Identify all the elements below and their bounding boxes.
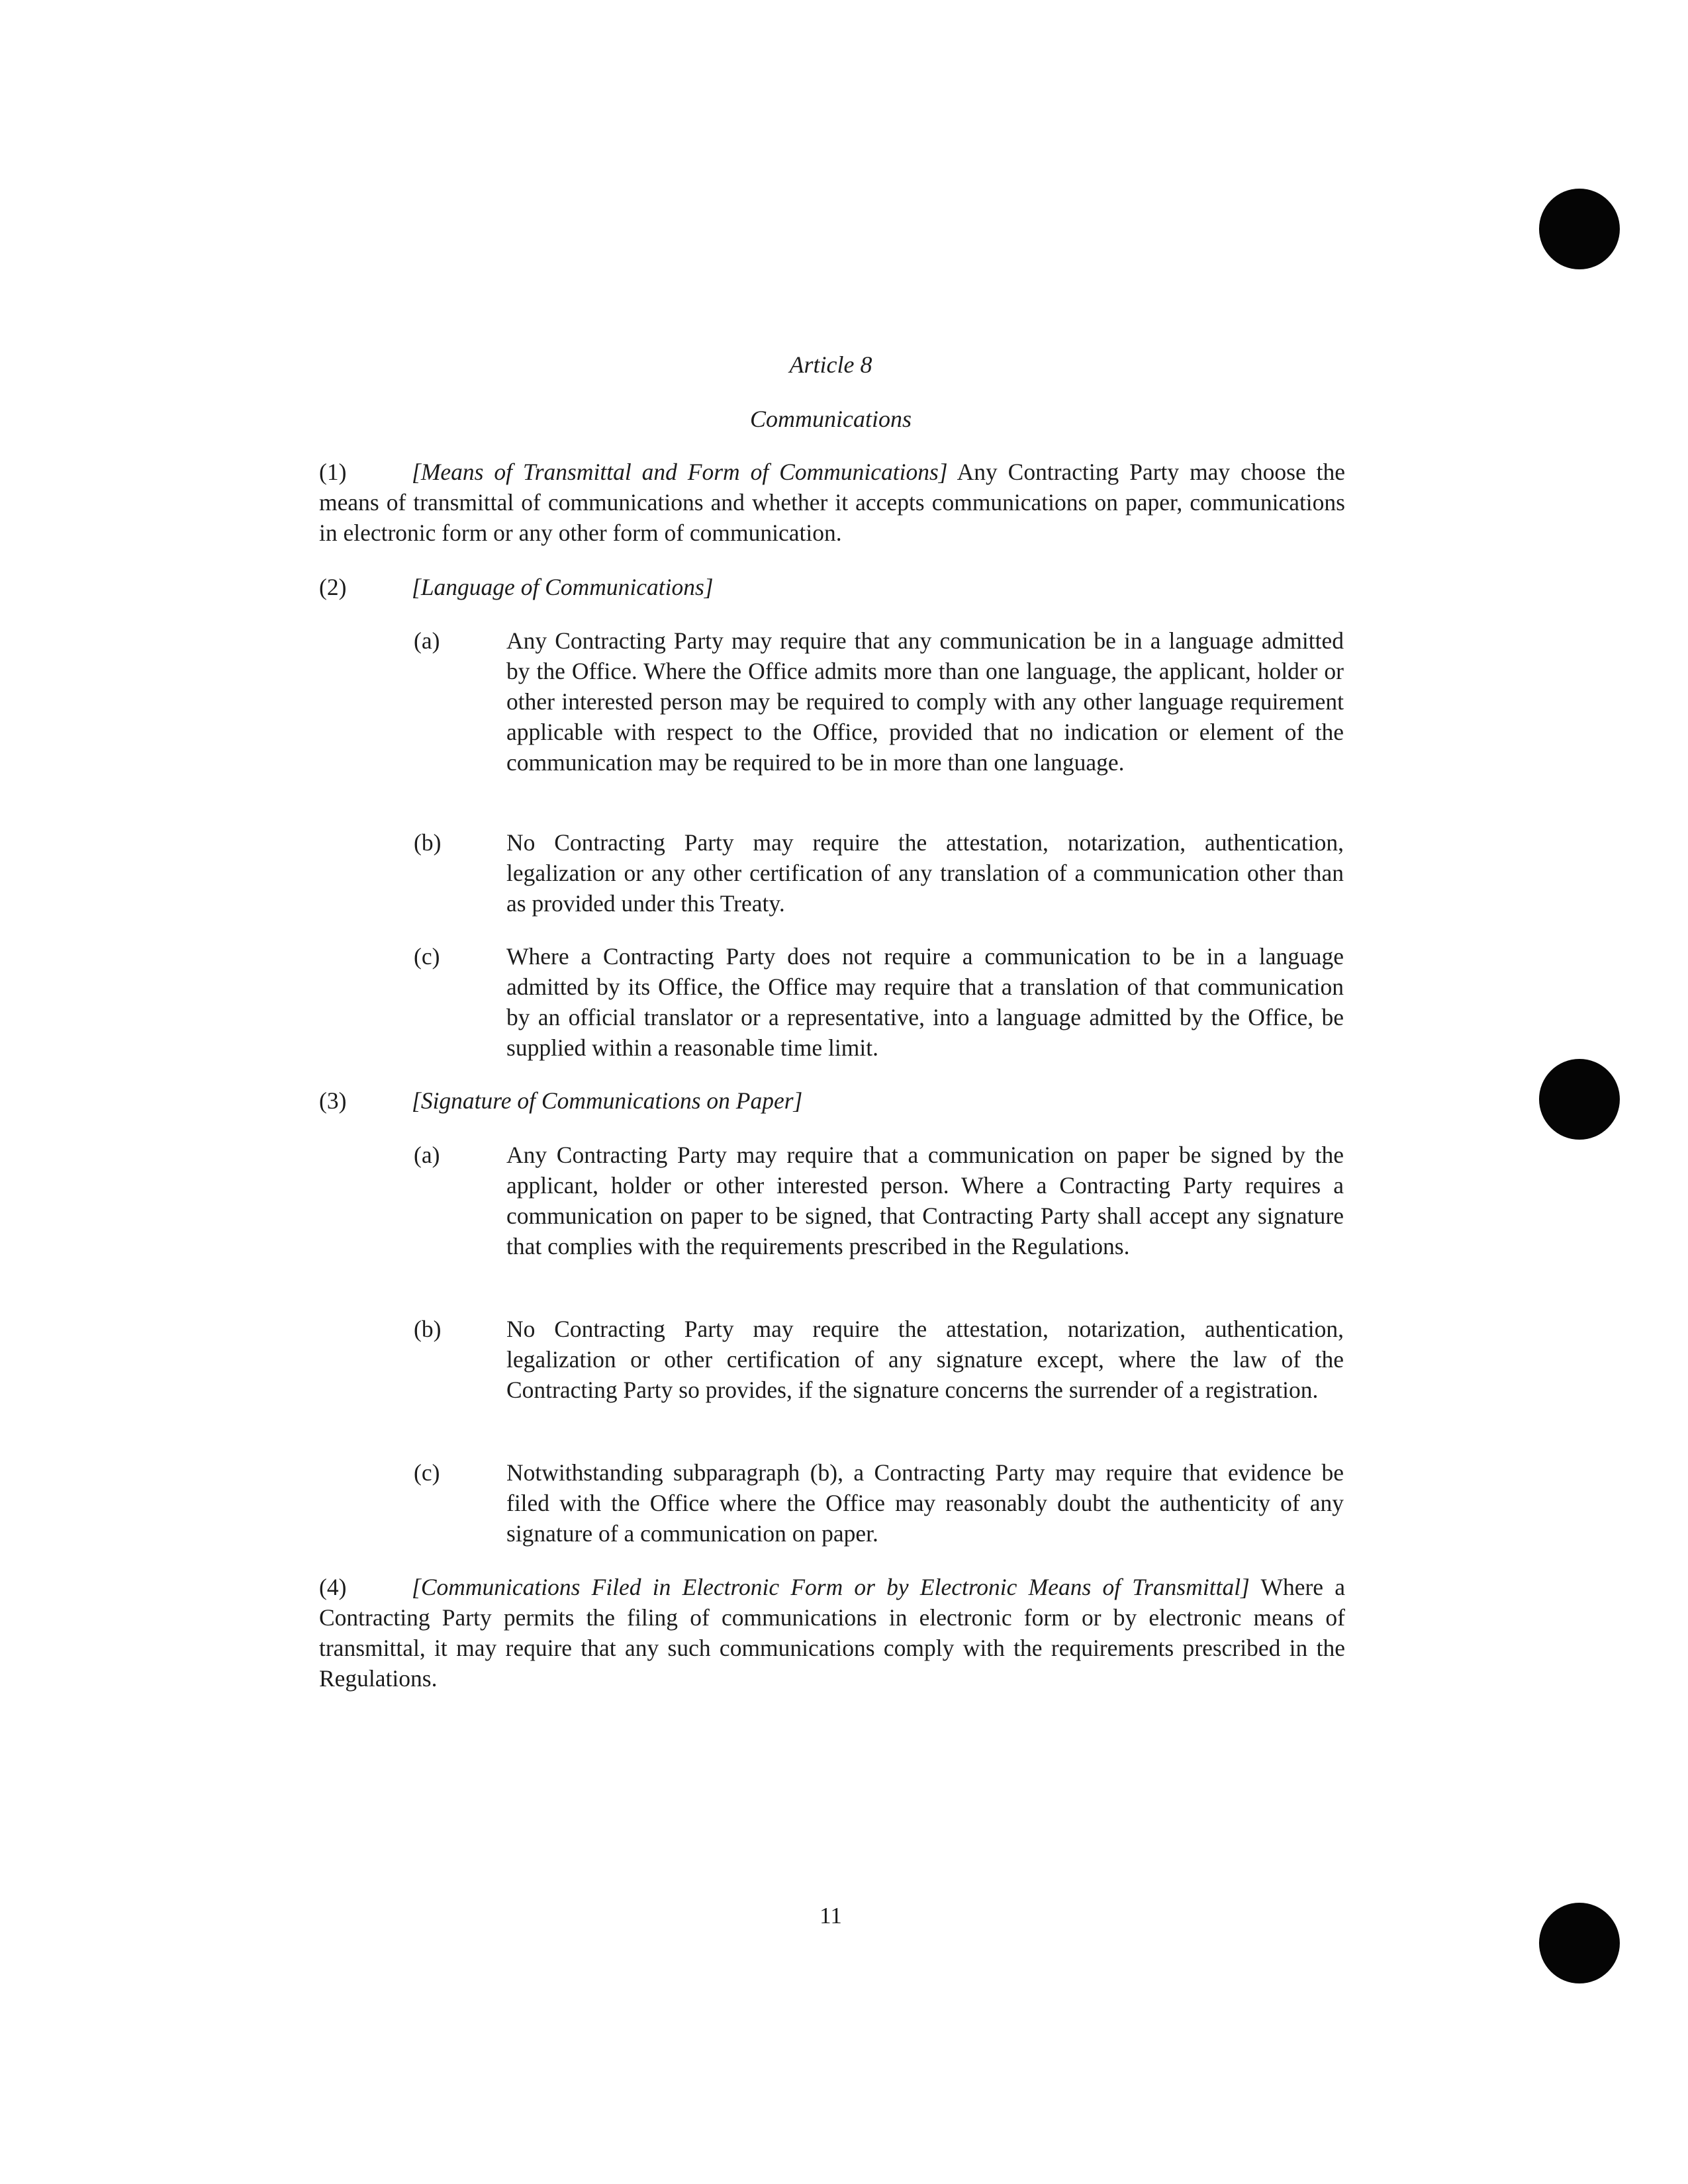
paragraph-heading: [Means of Transmittal and Form of Communications] bbox=[412, 459, 948, 485]
subparagraph-text: Where a Contracting Party does not require a communication to be in a language admitted by its Office, the Office may require that a translation of that communication by an official translator or a representative, into a language admitted by the Office, be supplied within a reasonable time limit. bbox=[506, 943, 1344, 1061]
subparagraph-text: Any Contracting Party may require that a communication on paper be signed by the applicant, holder or other interested person. Where a Contracting Party requires a communication on paper to be signed, that Contracting Party shall accept any signature that complies with the requirements prescribed in the Regulations. bbox=[506, 1142, 1344, 1259]
subparagraph-letter: (b) bbox=[414, 829, 442, 856]
subparagraph-2b bbox=[414, 827, 1344, 919]
subparagraph-text: Any Contracting Party may require that any communication be in a language admitted by the Office. Where the Office admits more than one language, the applicant, holder or other interested person may be required to comply with any other language requirement applicable with respect to the Office, provided that no indication or element of the communication may be required to be in more than one language. bbox=[506, 627, 1344, 776]
subparagraph-letter: (a) bbox=[414, 1142, 440, 1168]
paragraph-1 bbox=[319, 457, 1345, 548]
page-number: 11 bbox=[820, 1903, 842, 1929]
subparagraph-text: No Contracting Party may require the attestation, notarization, authentication, legalization or other certification of any signature except, where the law of the Contracting Party so provides, if the signature concerns the surrender of a registration. bbox=[506, 1316, 1344, 1403]
subparagraph-letter: (c) bbox=[414, 943, 440, 970]
subparagraph-letter: (b) bbox=[414, 1316, 442, 1342]
binder-hole-middle bbox=[1539, 1059, 1620, 1140]
binder-hole-top bbox=[1539, 189, 1620, 269]
paragraph-heading: [Signature of Communications on Paper] bbox=[412, 1087, 803, 1114]
paragraph-number: (4) bbox=[319, 1574, 347, 1600]
paragraph-text: Any Contracting Party may choose the means of transmittal of communications and whether it accepts communications on paper, communications in electronic form or any other form of communication. bbox=[319, 459, 1345, 546]
paragraph-4 bbox=[319, 1572, 1345, 1694]
subparagraph-3a bbox=[414, 1140, 1344, 1261]
paragraph-heading: [Communications Filed in Electronic Form or by Electronic Means of Transmittal] bbox=[412, 1574, 1250, 1600]
paragraph-2-heading-line bbox=[319, 572, 714, 602]
subparagraph-2a bbox=[414, 625, 1344, 778]
subparagraph-letter: (a) bbox=[414, 627, 440, 654]
subparagraph-text: No Contracting Party may require the attestation, notarization, authentication, legalization or any other certification of any translation of a communication other than as provided under this Treaty. bbox=[506, 829, 1344, 917]
paragraph-heading: [Language of Communications] bbox=[412, 574, 714, 600]
subparagraph-text: Notwithstanding subparagraph (b), a Contracting Party may require that evidence be filed with the Office where the Office may reasonably doubt the authenticity of any signature of a communication on paper. bbox=[506, 1459, 1344, 1547]
paragraph-text: Where a Contracting Party permits the filing of communications in electronic form or by electronic means of transmittal, it may require that any such communications comply with the requirements prescribed in the Regulations. bbox=[319, 1574, 1346, 1692]
article-number: Article 8 bbox=[789, 351, 872, 378]
paragraph-number: (1) bbox=[319, 459, 347, 485]
subparagraph-2c bbox=[414, 941, 1344, 1063]
paragraph-number: (2) bbox=[319, 574, 347, 600]
paragraph-3-heading-line bbox=[319, 1085, 802, 1116]
article-title: Communications bbox=[749, 406, 912, 432]
subparagraph-letter: (c) bbox=[414, 1459, 440, 1486]
paragraph-number: (3) bbox=[319, 1087, 347, 1114]
subparagraph-3b bbox=[414, 1314, 1344, 1405]
subparagraph-3c bbox=[414, 1457, 1344, 1549]
